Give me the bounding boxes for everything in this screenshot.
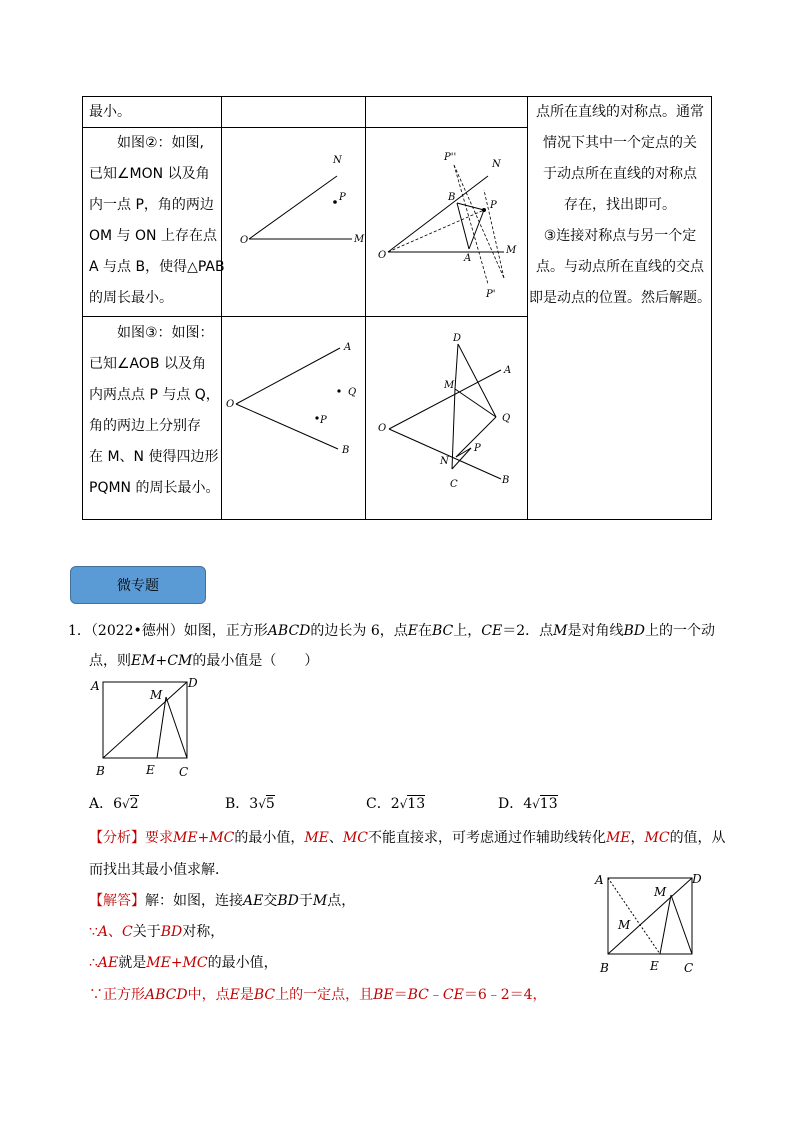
svg-text:M: M [618,918,631,932]
row3-text: 如图③：如图： 已知∠AOB 以及角 内两点点 P 与点 Q， 角的两边上分别存 在 M、N 使得四边形 PQMN 的周长最小。 [89,325,220,496]
svg-text:A: A [595,873,604,887]
svg-text:D: D [692,872,702,886]
svg-text:N: N [333,155,342,166]
svg-text:M: M [354,234,365,245]
svg-text:M: M [506,245,517,256]
analysis-line-2: 而找出其最小值求解． [89,862,229,878]
problem-line-2: 点，则EM+CM的最小值是（ ） [89,653,319,669]
svg-text:B: B [448,192,456,203]
option-a[interactable]: A．6√2 [89,796,139,812]
option-b[interactable]: B．3√5 [225,796,275,812]
svg-text:N: N [492,159,501,170]
problem-square-figure [86,672,206,782]
svg-text:N: N [440,456,449,467]
svg-text:A: A [464,253,472,264]
svg-text:A: A [504,365,512,376]
analysis-line-1: 【分析】要求ME+MC的最小值，ME、MC不能直接求，可考虑通过作辅助线转化ME，MC的值，从 [89,830,726,846]
figure-angle-aob [222,317,365,519]
svg-text:Q: Q [348,387,357,398]
svg-text:O: O [226,399,235,410]
figure-angle-aob-solution [366,317,527,519]
svg-text:M: M [654,885,667,899]
svg-text:P: P [339,192,346,203]
svg-text:C: C [179,765,189,779]
svg-text:A: A [91,679,100,693]
solution-line-1: 【解答】解：如图，连接AE交BD于M点， [89,893,356,909]
svg-text:P: P [490,200,497,211]
option-c[interactable]: C．2√13 [366,796,426,812]
method-steps-text: 点所在直线的对称点。通常 情况下其中一个定点的关 于动点所在直线的对称点 存在，找出即可。 ③连接对称点与另一个定 点。与动点所在直线的交点 即是动点的位置。然后解题。 [529,104,711,306]
svg-text:D: D [453,333,462,344]
figure-angle-mon-solution [366,128,527,316]
svg-text:E: E [146,763,155,777]
svg-text:P': P' [486,289,496,300]
svg-text:O: O [378,250,387,261]
svg-text:B: B [600,961,609,975]
svg-text:M: M [444,380,455,391]
svg-text:C: C [450,479,458,490]
solution-line-2: ∵A、C关于BD对称， [89,924,225,940]
solution-square-figure [590,868,710,978]
svg-text:C: C [684,961,694,975]
svg-text:O: O [240,235,249,246]
svg-text:A: A [344,342,352,353]
svg-text:P: P [320,415,327,426]
svg-text:B: B [342,445,350,456]
row2-text: 如图②：如图, 已知∠MON 以及角 内一点 P，角的两边 OM 与 ON 上存在点 A 与点 B，使得△PAB 的周长最小。 [89,135,225,306]
svg-text:P'': P'' [444,152,457,163]
svg-text:E: E [650,959,659,973]
svg-text:P: P [474,443,481,454]
problem-line-1: 1．（2022•德州）如图，正方形ABCD的边长为 6，点E在BC上，CE＝2．点M是对角线BD上的一个动 [68,623,715,639]
method-table [82,96,712,520]
figure-angle-mon [222,128,365,316]
svg-text:B: B [96,764,105,778]
svg-text:B: B [502,475,510,486]
row1-text: 最小。 [89,104,131,120]
section-banner: 微专题 [70,566,206,604]
svg-text:D: D [188,676,198,690]
svg-text:M: M [150,688,163,702]
svg-text:Q: Q [502,413,511,424]
option-d[interactable]: D．4√13 [498,796,558,812]
solution-line-4: ∵正方形ABCD中，点E是BC上的一定点，且BE＝BC﹣CE＝6﹣2＝4， [89,987,547,1003]
svg-text:O: O [378,423,387,434]
solution-line-3: ∴AE就是ME+MC的最小值， [89,955,278,971]
